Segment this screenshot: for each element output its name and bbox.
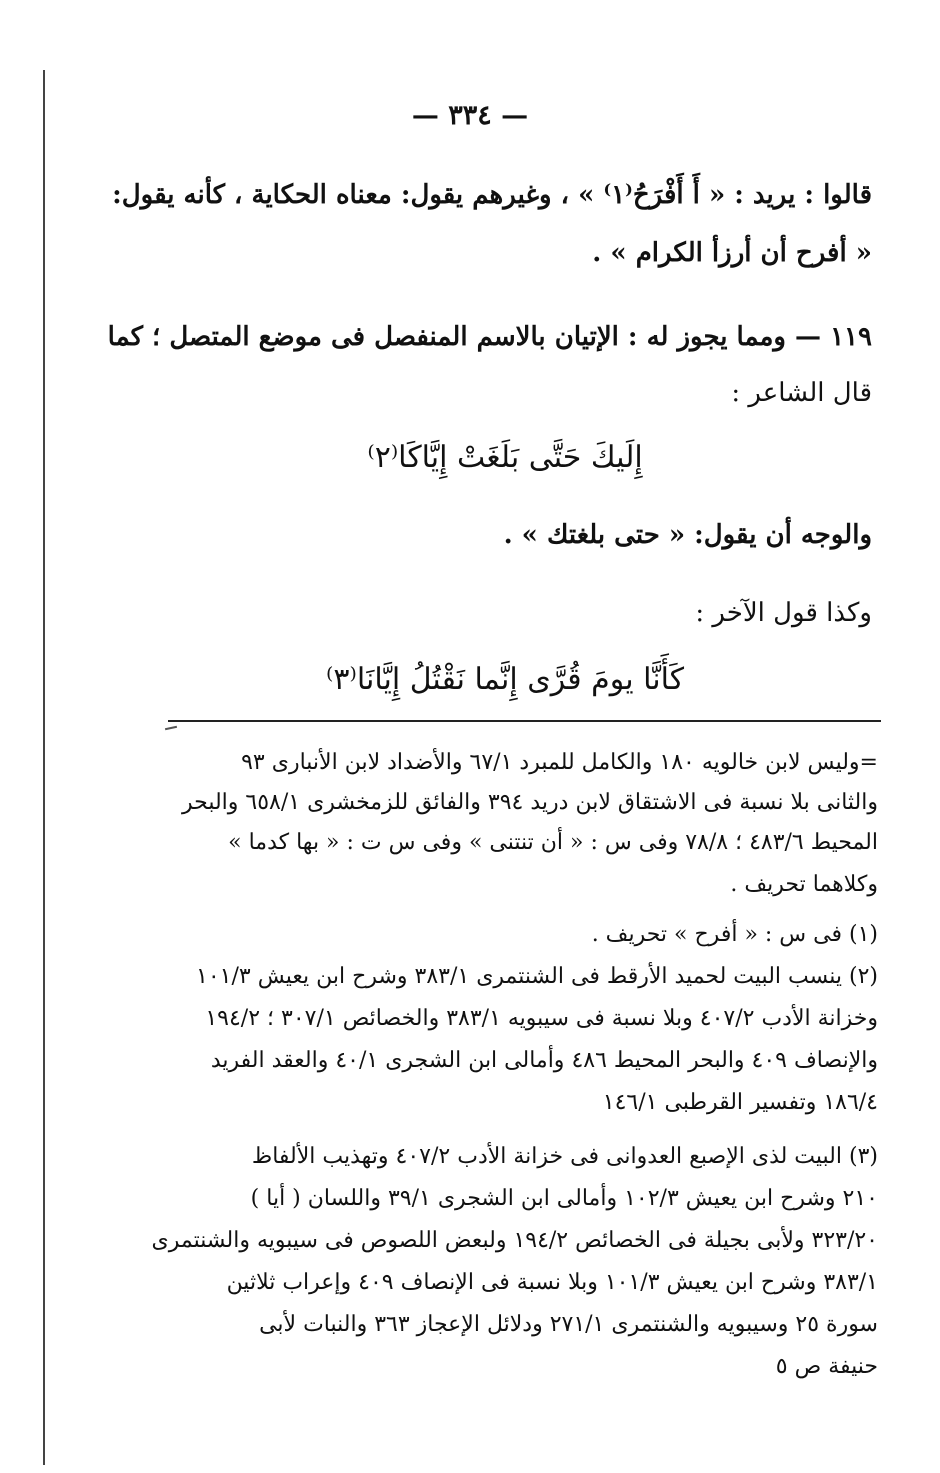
footnote-line-9: ١٨٦/٤ وتفسير القرطبى ١٤٦/١ [602, 1090, 878, 1115]
main-text-line-5: والوجه أن يقول: « حتى بلغتك » . [503, 520, 872, 550]
footnote-line-11: ٢١٠ وشرح ابن يعيش ١٠٢/٣ وأمالى ابن الشجرى ٣٩/١ واللسان ( أيا ) [250, 1186, 878, 1211]
footnote-line-15: حنيفة ص ٥ [775, 1354, 878, 1379]
footnote-line-5: (١) فى س : « أفرح » تحريف . [591, 922, 878, 947]
footnote-line-10: (٣) البيت لذى الإصبع العدوانى فى خزانة الأدب ٤٠٧/٢ وتهذيب الألفاظ [251, 1144, 878, 1169]
footnote-line-3: المحيط ٤٨٣/٦ ؛ ٧٨/٨ وفى س : « أن تنتنى » وفى س ت : « بها كدما » [228, 830, 878, 855]
separator-mark [165, 726, 177, 730]
footnote-line-4: وكلاهما تحريف . [730, 872, 878, 897]
footnote-line-1: =وليس لابن خالويه ١٨٠ والكامل للمبرد ٦٧/١ والأضداد لابن الأنبارى ٩٣ [241, 750, 878, 775]
main-text-line-6: وكذا قول الآخر : [695, 598, 872, 628]
footnote-line-12: ٣٢٣/٢٠ ولأبى بجيلة فى الخصائص ١٩٤/٢ ولبعض اللصوص فى سيبويه والشنتمرى [151, 1228, 878, 1253]
footnote-line-6: (٢) ينسب البيت لحميد الأرقط فى الشنتمرى ٣٨٣/١ وشرح ابن يعيش ١٠١/٣ [196, 964, 878, 989]
footnote-line-13: ٣٨٣/١ وشرح ابن يعيش ١٠١/٣ وبلا نسبة فى الإنصاف ٤٠٩ وإعراب ثلاثين [226, 1270, 878, 1295]
footnote-line-8: والإنصاف ٤٠٩ والبحر المحيط ٤٨٦ وأمالى ابن الشجرى ٤٠/١ والعقد الفريد [210, 1048, 878, 1073]
footnote-line-2: والثانى بلا نسبة فى الاشتقاق لابن دريد ٣٩٤ والفائق للزمخشرى ٦٥٨/١ والبحر [181, 790, 878, 815]
main-text-line-3: ١١٩ — ومما يجوز له : الإتيان بالاسم المنفصل فى موضع المتصل ؛ كما [107, 322, 872, 352]
footnote-line-14: سورة ٢٥ وسيبويه والشنتمرى ٢٧١/١ ودلائل الإعجاز ٣٦٣ والنبات لأبى [259, 1312, 878, 1337]
verse-1: إِلَيكَ حَتَّى بَلَغَتْ إِيَّاكَا⁽٢⁾ [367, 440, 643, 475]
main-text-line-4: قال الشاعر : [731, 378, 872, 408]
left-margin-rule [43, 70, 45, 1465]
page-number: — ٣٣٤ — [411, 100, 529, 131]
main-text-line-2: « أفرح أن أرزأ الكرام » . [592, 238, 872, 268]
main-text-line-1: قالوا : يريد : « أَ أَفْرَحُ⁽١⁾ » ، وغيرهم يقول: معناه الحكاية ، كأنه يقول: [112, 180, 872, 210]
footnote-line-7: وخزانة الأدب ٤٠٧/٢ وبلا نسبة فى سيبويه ٣٨٣/١ والخصائص ٣٠٧/١ ؛ ١٩٤/٢ [205, 1006, 878, 1031]
verse-2: كَأَنَّا يومَ قُرَّى إِنَّما نَقْتُلُ إِيَّانَا⁽٣⁾ [325, 662, 685, 697]
footnote-separator [168, 720, 881, 722]
